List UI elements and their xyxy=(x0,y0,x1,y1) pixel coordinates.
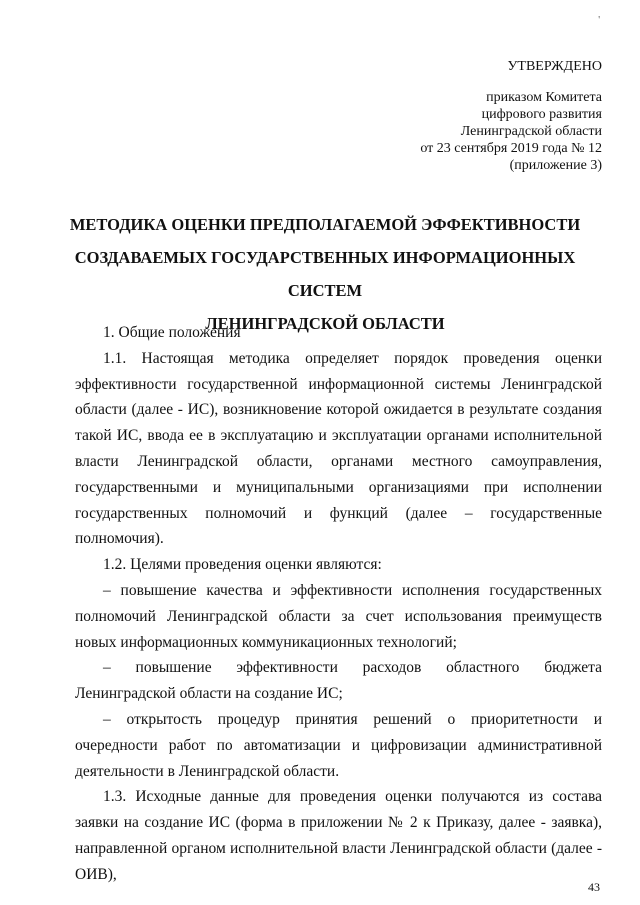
title-line: ЛЕНИНГРАДСКОЙ ОБЛАСТИ xyxy=(205,314,445,333)
paragraph-1-1: 1.1. Настоящая методика определяет порядок проведения оценки эффективности государственной информационной системы Ленинградской области (далее - ИС), возникновение которой ожидается в результате создания такой ИС, ввода ее в эксплуатацию и эксплуатации органами исполнительной власти Ленинградской области, органами местного самоуправления, государственными и муниципальными организациями при исполнении государственных полномочий и функций (далее – государственные полномочия). xyxy=(75,349,602,548)
approval-line: приказом Комитета xyxy=(486,90,602,105)
bullet-item: – повышение качества и эффективности исполнения государственных полномочий Ленинградской области за счет использования преимуществ новых информационных коммуникационных технологий; xyxy=(75,581,602,651)
title-line: МЕТОДИКА ОЦЕНКИ ПРЕДПОЛАГАЕМОЙ ЭФФЕКТИВНОСТИ xyxy=(69,215,581,234)
approval-block xyxy=(420,58,602,174)
bullet-item: – повышение эффективности расходов областного бюджета Ленинградской области на создание ИС; xyxy=(75,659,602,703)
page-number: 43 xyxy=(588,880,600,894)
paragraph-1-2: 1.2. Целями проведения оценки являются: xyxy=(103,556,382,574)
bullet-item: – открытость процедур принятия решений о приоритетности и очередности работ по автоматизации и цифровизации административной деятельности в Ленинградской области. xyxy=(75,710,602,780)
approval-heading: УТВЕРЖДЕНО xyxy=(507,59,602,74)
approval-line: цифрового развития xyxy=(481,107,602,122)
title-line: СОЗДАВАЕМЫХ ГОСУДАРСТВЕННЫХ ИНФОРМАЦИОННЫХ СИСТЕМ xyxy=(74,248,576,300)
approval-line: от 23 сентября 2019 года № 12 xyxy=(420,141,602,156)
document-body xyxy=(75,320,602,888)
approval-line: (приложение 3) xyxy=(509,158,602,173)
section-heading: 1. Общие положения xyxy=(103,324,241,341)
approval-line: Ленинградской области xyxy=(460,124,602,139)
paragraph-1-3: 1.3. Исходные данные для проведения оценки получаются из состава заявки на создание ИС (форма в приложении № 2 к Приказу, далее - заявка), направленной органом исполнительной власти Ленинградской области (далее - ОИВ), xyxy=(75,788,602,883)
header-mark: ' xyxy=(598,15,600,26)
